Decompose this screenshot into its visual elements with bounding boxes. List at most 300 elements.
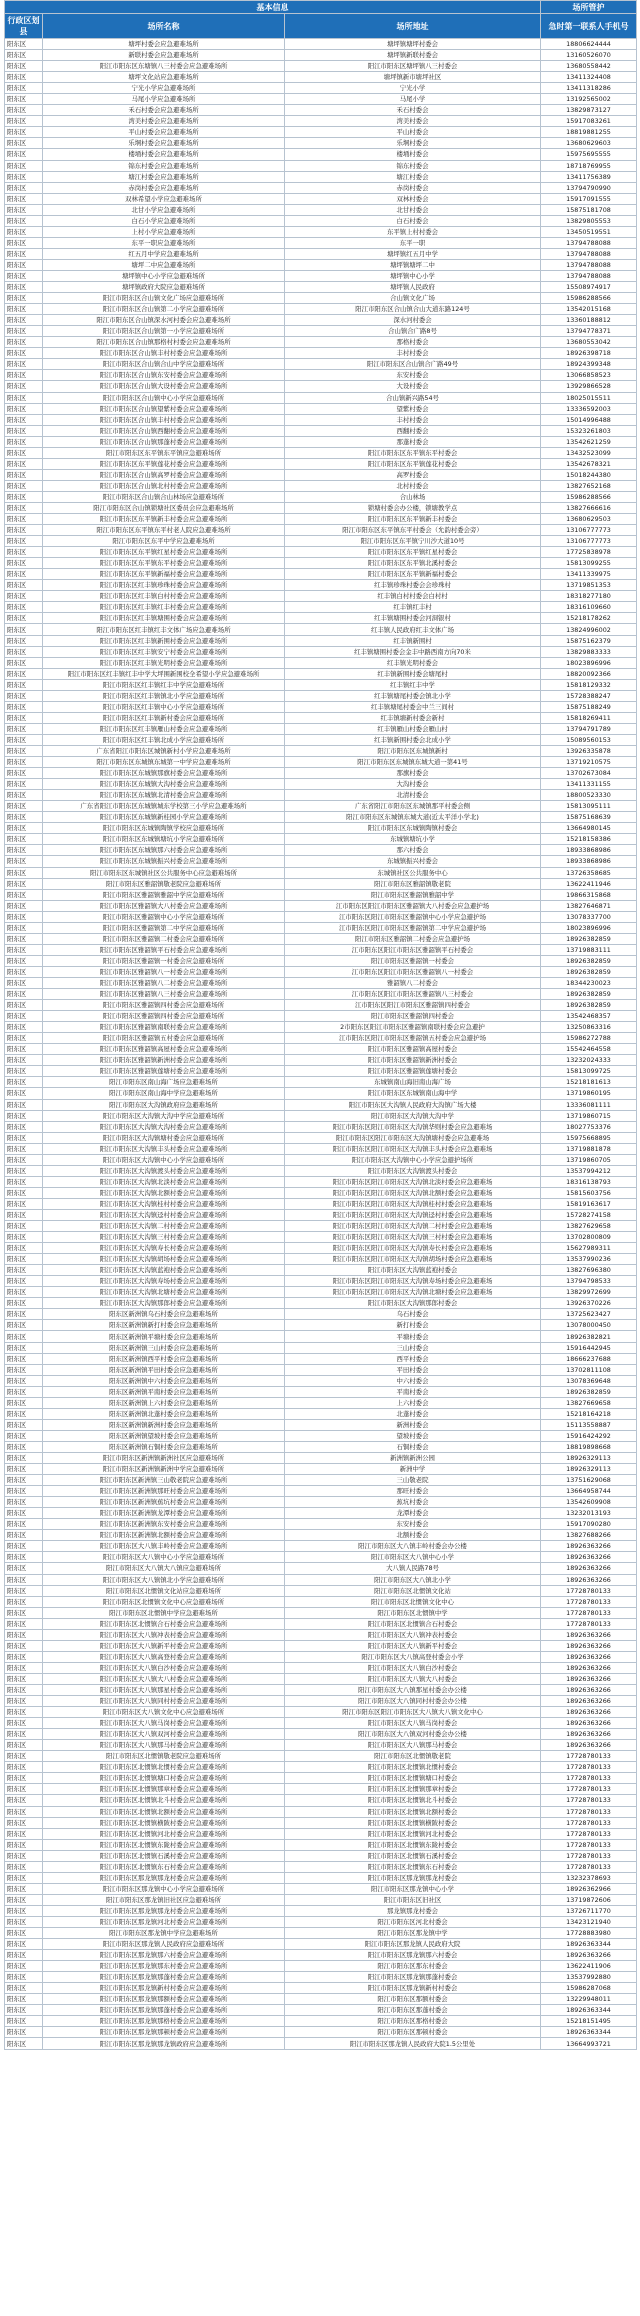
phone-cell[interactable]: 18926363266 bbox=[541, 1563, 637, 1574]
district-cell[interactable]: 阳东区 bbox=[5, 237, 43, 248]
name-cell[interactable]: 阳江市阳东区新洲镇那旺村委会应急避难场所 bbox=[43, 1486, 285, 1497]
district-cell[interactable]: 阳东区 bbox=[5, 315, 43, 326]
phone-cell[interactable]: 18806624444 bbox=[541, 39, 637, 50]
name-cell[interactable]: 阳江市阳东区合山镇那蓬村委会应急避难场所 bbox=[43, 436, 285, 447]
name-cell[interactable]: 阳江市阳东区红丰镇白村村委会应急避难场所 bbox=[43, 591, 285, 602]
district-cell[interactable]: 阳东区 bbox=[5, 447, 43, 458]
district-cell[interactable]: 阳东区 bbox=[5, 127, 43, 138]
district-cell[interactable]: 阳东区 bbox=[5, 1850, 43, 1861]
phone-cell[interactable]: 18926382859 bbox=[541, 955, 637, 966]
district-cell[interactable]: 阳东区 bbox=[5, 193, 43, 204]
phone-cell[interactable]: 18926382859 bbox=[541, 1000, 637, 1011]
district-cell[interactable]: 阳东区 bbox=[5, 116, 43, 127]
phone-cell[interactable]: 18926363266 bbox=[541, 1673, 637, 1684]
district-cell[interactable]: 阳东区 bbox=[5, 591, 43, 602]
phone-cell[interactable]: 15323261803 bbox=[541, 425, 637, 436]
district-cell[interactable]: 阳东区 bbox=[5, 646, 43, 657]
district-cell[interactable]: 阳东区 bbox=[5, 1077, 43, 1088]
name-cell[interactable]: 阳江市阳东区那龙镇旧社区应急避难场所 bbox=[43, 1894, 285, 1905]
phone-cell[interactable]: 13078337700 bbox=[541, 911, 637, 922]
name-cell[interactable]: 阳江市阳东区大沟镇渡头村委会应急避难场所 bbox=[43, 1165, 285, 1176]
address-cell[interactable]: 阳江市阳东区阳江市阳东区大沟镇寿场村委会应急避难场 bbox=[285, 1276, 541, 1287]
address-cell[interactable]: 阳江市阳东区雅韶镇高屋村委会 bbox=[285, 1044, 541, 1055]
name-cell[interactable]: 阳东区新洲镇平南村委会应急避难场所 bbox=[43, 1386, 285, 1397]
phone-cell[interactable]: 15542464558 bbox=[541, 1044, 637, 1055]
address-cell[interactable]: 阳江市阳东区那额村委会 bbox=[285, 1994, 541, 2005]
name-cell[interactable]: 阳江市阳东区雅韶镇南联村委会应急避难场所 bbox=[43, 1022, 285, 1033]
phone-cell[interactable]: 15875188249 bbox=[541, 701, 637, 712]
name-cell[interactable]: 东平一职应急避难场所 bbox=[43, 237, 285, 248]
phone-cell[interactable]: 17728780133 bbox=[541, 1607, 637, 1618]
district-cell[interactable]: 阳东区 bbox=[5, 525, 43, 536]
phone-cell[interactable]: 18933868986 bbox=[541, 856, 637, 867]
name-cell[interactable]: 阳江市阳东区红丰镇塘围村委会应急避难场所 bbox=[43, 613, 285, 624]
phone-cell[interactable]: 15089560153 bbox=[541, 734, 637, 745]
phone-cell[interactable]: 15218151495 bbox=[541, 2016, 637, 2027]
name-cell[interactable]: 阳江市阳东区合山镇西翻村委会应急避难场所 bbox=[43, 425, 285, 436]
address-cell[interactable]: 江市阳东区阳江市阳东区雅韶镇第二中学应急避护场 bbox=[285, 922, 541, 933]
phone-cell[interactable]: 13336081111 bbox=[541, 1099, 637, 1110]
name-cell[interactable]: 阳江市阳东区合山镇合山中学应急避难场所 bbox=[43, 359, 285, 370]
name-cell[interactable]: 阳江市阳东区那龙镇那龙镇政府应急避难场所 bbox=[43, 2038, 285, 2049]
district-cell[interactable]: 阳东区 bbox=[5, 1928, 43, 1939]
district-cell[interactable]: 阳东区 bbox=[5, 138, 43, 149]
name-cell[interactable]: 阳江市阳东区大沟镇丰头村委会应急避难场所 bbox=[43, 1143, 285, 1154]
phone-cell[interactable]: 15728274158 bbox=[541, 1209, 637, 1220]
address-cell[interactable]: 阳江市阳东区那龙镇人民政府大院 bbox=[285, 1939, 541, 1950]
name-cell[interactable]: 阳江市阳东区合山镇高罗村委会应急避难场所 bbox=[43, 469, 285, 480]
name-cell[interactable]: 塘坪镇中心小学应急避难场所 bbox=[43, 270, 285, 281]
address-cell[interactable]: 大沟村委会 bbox=[285, 779, 541, 790]
name-cell[interactable]: 阳江市阳东区大八镇大八镇应急避难场所 bbox=[43, 1563, 285, 1574]
phone-cell[interactable]: 13336592003 bbox=[541, 403, 637, 414]
phone-cell[interactable]: 13232378693 bbox=[541, 1872, 637, 1883]
name-cell[interactable]: 阳江市阳东区雅韶镇敬老院应急避难场所 bbox=[43, 878, 285, 889]
address-cell[interactable]: 那旺村委会 bbox=[285, 1486, 541, 1497]
address-cell[interactable]: 阳江市阳东区阳江市阳东区大沟镇二村村委会应急避难场 bbox=[285, 1221, 541, 1232]
name-cell[interactable]: 阳江市阳东区合山镇那格村村委会应急避难场所 bbox=[43, 337, 285, 348]
phone-cell[interactable]: 15218178262 bbox=[541, 613, 637, 624]
district-cell[interactable]: 阳东区 bbox=[5, 569, 43, 580]
district-cell[interactable]: 阳东区 bbox=[5, 1486, 43, 1497]
phone-cell[interactable]: 13829805553 bbox=[541, 215, 637, 226]
address-cell[interactable]: 阳江市阳东区北惯镇东陇村委会 bbox=[285, 1839, 541, 1850]
name-cell[interactable]: 阳江市阳东区大沟镇政府应急避难场所 bbox=[43, 1099, 285, 1110]
address-cell[interactable]: 阳江市阳东区那龙镇新村村委会 bbox=[285, 1983, 541, 1994]
name-cell[interactable]: 阳江市阳东区红丰镇安宁村委会应急避难场所 bbox=[43, 646, 285, 657]
address-cell[interactable]: 阳江市阳东区那顿村委会 bbox=[285, 2027, 541, 2038]
address-cell[interactable]: 阳江市阳东区大八镇丰岭村委会办公楼 bbox=[285, 1541, 541, 1552]
phone-cell[interactable]: 15018244380 bbox=[541, 469, 637, 480]
phone-cell[interactable]: 17728780133 bbox=[541, 1861, 637, 1872]
district-cell[interactable]: 阳东区 bbox=[5, 1707, 43, 1718]
district-cell[interactable]: 阳东区 bbox=[5, 1784, 43, 1795]
phone-cell[interactable]: 18666237688 bbox=[541, 1353, 637, 1364]
name-cell[interactable]: 塘江村委会应急避难场所 bbox=[43, 171, 285, 182]
phone-cell[interactable]: 13794778371 bbox=[541, 326, 637, 337]
district-cell[interactable]: 阳东区 bbox=[5, 1574, 43, 1585]
district-cell[interactable]: 阳东区 bbox=[5, 1894, 43, 1905]
district-cell[interactable]: 阳东区 bbox=[5, 701, 43, 712]
name-cell[interactable]: 阳江市阳东区北惯镇河北村委会应急避难场所 bbox=[43, 1828, 285, 1839]
phone-cell[interactable]: 18023896996 bbox=[541, 657, 637, 668]
name-cell[interactable]: 锦东村委会应急避难场所 bbox=[43, 160, 285, 171]
address-cell[interactable]: 西平村委会 bbox=[285, 1353, 541, 1364]
phone-cell[interactable]: 13542468357 bbox=[541, 1011, 637, 1022]
address-cell[interactable]: 阳江市阳东区大八镇双河村委会办公楼 bbox=[285, 1729, 541, 1740]
name-cell[interactable]: 阳江市阳东区那龙镇河北村委会应急避难场所 bbox=[43, 1916, 285, 1927]
phone-cell[interactable]: 13794790990 bbox=[541, 182, 637, 193]
name-cell[interactable]: 阳江市阳东区大沟镇蓝袍村委会应急避难场所 bbox=[43, 1265, 285, 1276]
district-cell[interactable]: 阳东区 bbox=[5, 1243, 43, 1254]
name-cell[interactable]: 阳江市阳东区那龙镇那顿村委会应急避难场所 bbox=[43, 2027, 285, 2038]
address-cell[interactable]: 北清村委会 bbox=[285, 790, 541, 801]
name-cell[interactable]: 阳江市阳东区大八镇白沙村委会应急避难场所 bbox=[43, 1662, 285, 1673]
name-cell[interactable]: 阳江市阳东区红丰镇镇北小学应急避难场所 bbox=[43, 690, 285, 701]
address-cell[interactable]: 阳江市阳东区雅韶镇四村委会 bbox=[285, 1011, 541, 1022]
address-cell[interactable]: 红丰镇塘围村委会河洞银村 bbox=[285, 613, 541, 624]
name-cell[interactable]: 阳江市阳东区大沟镇桂村村委会应急避难场所 bbox=[43, 1198, 285, 1209]
address-cell[interactable]: 阳江市阳东区东城镇陶镇村委会 bbox=[285, 823, 541, 834]
address-cell[interactable]: 新洲中学 bbox=[285, 1464, 541, 1475]
phone-cell[interactable]: 18819898668 bbox=[541, 1441, 637, 1452]
name-cell[interactable]: 阳江市阳东区大八镇镇北小学应急避难场所 bbox=[43, 1574, 285, 1585]
district-cell[interactable]: 阳东区 bbox=[5, 1994, 43, 2005]
phone-cell[interactable]: 13702673084 bbox=[541, 768, 637, 779]
address-cell[interactable]: 西翻村委会 bbox=[285, 425, 541, 436]
name-cell[interactable]: 阳江市阳东区红丰镇北成小学应急避难场所 bbox=[43, 734, 285, 745]
address-cell[interactable]: 丰村村委会 bbox=[285, 348, 541, 359]
phone-cell[interactable]: 18926363266 bbox=[541, 1950, 637, 1961]
district-cell[interactable]: 阳东区 bbox=[5, 1066, 43, 1077]
district-cell[interactable]: 阳东区 bbox=[5, 1309, 43, 1320]
name-cell[interactable]: 阳江市阳东区大沟镇寿长村委会应急避难场所 bbox=[43, 1243, 285, 1254]
address-cell[interactable]: 东城镇南山海旧南山海广场 bbox=[285, 1077, 541, 1088]
district-cell[interactable]: 阳东区 bbox=[5, 304, 43, 315]
address-cell[interactable]: 红丰镇新围村 bbox=[285, 635, 541, 646]
address-cell[interactable]: 阳江市阳东区那龙镇中心小学 bbox=[285, 1883, 541, 1894]
phone-cell[interactable]: 18926363266 bbox=[541, 1729, 637, 1740]
district-cell[interactable]: 阳东区 bbox=[5, 1905, 43, 1916]
district-cell[interactable]: 阳东区 bbox=[5, 1000, 43, 1011]
name-cell[interactable]: 阳江市阳东区新洲镇东安村委会应急避难场所 bbox=[43, 1519, 285, 1530]
phone-cell[interactable]: 13827629658 bbox=[541, 1221, 637, 1232]
name-cell[interactable]: 阳江市阳东区那龙镇中心小学应急避难场所 bbox=[43, 1883, 285, 1894]
district-cell[interactable]: 阳东区 bbox=[5, 1419, 43, 1430]
address-cell[interactable]: 阳江市阳东区北惯镇横陂村委会 bbox=[285, 1817, 541, 1828]
district-cell[interactable]: 阳东区 bbox=[5, 248, 43, 259]
address-cell[interactable]: 平山村委会 bbox=[285, 127, 541, 138]
district-cell[interactable]: 阳东区 bbox=[5, 1696, 43, 1707]
address-cell[interactable]: 江市阳东区阳江市阳东区雅韶镇五村委会应急避护场 bbox=[285, 1033, 541, 1044]
district-cell[interactable]: 阳东区 bbox=[5, 2027, 43, 2038]
district-cell[interactable]: 阳东区 bbox=[5, 1640, 43, 1651]
district-cell[interactable]: 阳东区 bbox=[5, 1287, 43, 1298]
name-cell[interactable]: 阳江市阳东区新洲镇蕉坑村委会应急避难场所 bbox=[43, 1497, 285, 1508]
name-cell[interactable]: 阳江市阳东区大沟镇二村村委会应急避难场所 bbox=[43, 1221, 285, 1232]
phone-cell[interactable]: 17728780133 bbox=[541, 1773, 637, 1784]
district-cell[interactable]: 阳东区 bbox=[5, 801, 43, 812]
address-cell[interactable]: 阳江市阳东区北惯镇合石村委会 bbox=[285, 1618, 541, 1629]
district-cell[interactable]: 阳东区 bbox=[5, 1508, 43, 1519]
phone-cell[interactable]: 18800523330 bbox=[541, 790, 637, 801]
phone-cell[interactable]: 13680558442 bbox=[541, 61, 637, 72]
name-cell[interactable]: 阳江市阳东区东平镇东平镇应急避难场所 bbox=[43, 447, 285, 458]
phone-cell[interactable]: 15986287068 bbox=[541, 1983, 637, 1994]
phone-cell[interactable]: 15815603756 bbox=[541, 1187, 637, 1198]
phone-cell[interactable]: 18718769955 bbox=[541, 160, 637, 171]
phone-cell[interactable]: 13794791789 bbox=[541, 723, 637, 734]
district-cell[interactable]: 阳东区 bbox=[5, 1408, 43, 1419]
address-cell[interactable]: 江市阳东区阳江市阳东区雅韶镇八一村委会 bbox=[285, 966, 541, 977]
district-cell[interactable]: 阳东区 bbox=[5, 757, 43, 768]
phone-cell[interactable]: 13192565002 bbox=[541, 94, 637, 105]
district-cell[interactable]: 阳东区 bbox=[5, 1022, 43, 1033]
district-cell[interactable]: 阳东区 bbox=[5, 1795, 43, 1806]
district-cell[interactable]: 阳东区 bbox=[5, 1165, 43, 1176]
name-cell[interactable]: 阳江市阳东区合山镇第二小学应急避难场所 bbox=[43, 304, 285, 315]
name-cell[interactable]: 阳江市阳东区红丰镇新围村委会应急避难场所 bbox=[43, 635, 285, 646]
district-cell[interactable]: 阳东区 bbox=[5, 226, 43, 237]
name-cell[interactable]: 白石小学应急避难场所 bbox=[43, 215, 285, 226]
district-cell[interactable]: 阳东区 bbox=[5, 856, 43, 867]
phone-cell[interactable]: 13794788088 bbox=[541, 270, 637, 281]
address-cell[interactable]: 合山林场 bbox=[285, 491, 541, 502]
district-cell[interactable]: 阳东区 bbox=[5, 414, 43, 425]
district-cell[interactable]: 阳东区 bbox=[5, 469, 43, 480]
name-cell[interactable]: 阳江市阳东区红丰镇新村委会应急避难场所 bbox=[43, 712, 285, 723]
address-cell[interactable]: 深水河村委会 bbox=[285, 315, 541, 326]
district-cell[interactable]: 阳东区 bbox=[5, 259, 43, 270]
phone-cell[interactable]: 18926382821 bbox=[541, 1331, 637, 1342]
address-cell[interactable]: 阳江市阳东区那龙镇那龙村委会 bbox=[285, 1872, 541, 1883]
phone-cell[interactable]: 15113558887 bbox=[541, 1419, 637, 1430]
address-cell[interactable]: 阳江市阳东区阳江市阳东区大沟镇迳村村委会应急避难场 bbox=[285, 1209, 541, 1220]
district-cell[interactable]: 阳东区 bbox=[5, 746, 43, 757]
name-cell[interactable]: 阳江市阳东区合山镇深水河村委会应急避难场所 bbox=[43, 315, 285, 326]
address-cell[interactable]: 阳江市阳东区合山镇合山大道东路124号 bbox=[285, 304, 541, 315]
phone-cell[interactable]: 13719881878 bbox=[541, 1143, 637, 1154]
name-cell[interactable]: 阳东区新洲镇石铜村委会应急避难场所 bbox=[43, 1441, 285, 1452]
phone-cell[interactable]: 13411339975 bbox=[541, 569, 637, 580]
district-cell[interactable]: 阳东区 bbox=[5, 1806, 43, 1817]
phone-cell[interactable]: 17728780133 bbox=[541, 1751, 637, 1762]
phone-cell[interactable]: 15875168639 bbox=[541, 812, 637, 823]
address-cell[interactable]: 阳江市阳东区北惯镇北惯村委会 bbox=[285, 1762, 541, 1773]
district-cell[interactable]: 阳东区 bbox=[5, 1740, 43, 1751]
district-cell[interactable]: 阳东区 bbox=[5, 1961, 43, 1972]
district-cell[interactable]: 阳东区 bbox=[5, 1673, 43, 1684]
address-cell[interactable]: 阳江市阳东区大八镇大八村委会 bbox=[285, 1673, 541, 1684]
district-cell[interactable]: 阳东区 bbox=[5, 823, 43, 834]
phone-cell[interactable]: 13829972699 bbox=[541, 1287, 637, 1298]
address-cell[interactable]: 湾美村委会 bbox=[285, 116, 541, 127]
district-cell[interactable]: 阳东区 bbox=[5, 204, 43, 215]
address-cell[interactable]: 雅韶镇八二村委会 bbox=[285, 977, 541, 988]
phone-cell[interactable]: 13827652168 bbox=[541, 480, 637, 491]
district-cell[interactable]: 阳东区 bbox=[5, 1651, 43, 1662]
address-cell[interactable]: 望坡村委会 bbox=[285, 1430, 541, 1441]
name-cell[interactable]: 阳江市阳东区东城镇北清村委会应急避难场所 bbox=[43, 790, 285, 801]
phone-cell[interactable]: 17728780133 bbox=[541, 1795, 637, 1806]
district-cell[interactable]: 阳东区 bbox=[5, 2016, 43, 2027]
name-cell[interactable]: 阳江市阳东区合山镇锁塘社区委员会应急避难场所 bbox=[43, 502, 285, 513]
address-cell[interactable]: 广东省阳江市阳东区东城镇那平村委会侧 bbox=[285, 801, 541, 812]
address-cell[interactable]: 北村村委会 bbox=[285, 480, 541, 491]
address-cell[interactable]: 阳江市阳东区阳江市阳东区大沟镇北塘村委会应急避难场 bbox=[285, 1287, 541, 1298]
name-cell[interactable]: 阳江市阳东区大八镇中心小学应急避难场所 bbox=[43, 1552, 285, 1563]
phone-cell[interactable]: 13929866528 bbox=[541, 381, 637, 392]
address-cell[interactable]: 双林村委会 bbox=[285, 193, 541, 204]
name-cell[interactable]: 阳江市阳东区大八镇高登村委会应急避难场所 bbox=[43, 1651, 285, 1662]
district-cell[interactable]: 阳东区 bbox=[5, 613, 43, 624]
district-cell[interactable]: 阳东区 bbox=[5, 1386, 43, 1397]
name-cell[interactable]: 阳江市阳东区北惯镇中学应急避难场所 bbox=[43, 1607, 285, 1618]
address-cell[interactable]: 阳江市阳东区雅韶镇莲塘村委会 bbox=[285, 1066, 541, 1077]
district-cell[interactable]: 阳东区 bbox=[5, 1099, 43, 1110]
district-cell[interactable]: 阳东区 bbox=[5, 1011, 43, 1022]
phone-cell[interactable]: 15218181613 bbox=[541, 1077, 637, 1088]
district-cell[interactable]: 阳东区 bbox=[5, 436, 43, 447]
district-cell[interactable]: 阳东区 bbox=[5, 1839, 43, 1850]
district-cell[interactable]: 阳东区 bbox=[5, 83, 43, 94]
col-header-district[interactable]: 行政区划县 bbox=[5, 14, 43, 39]
address-cell[interactable]: 北额村委会 bbox=[285, 1530, 541, 1541]
district-cell[interactable]: 阳东区 bbox=[5, 933, 43, 944]
phone-cell[interactable]: 13680629603 bbox=[541, 138, 637, 149]
name-cell[interactable]: 楼埇村委会应急避难场所 bbox=[43, 149, 285, 160]
district-cell[interactable]: 阳东区 bbox=[5, 558, 43, 569]
name-cell[interactable]: 阳东区新洲镇中六村委会应急避难场所 bbox=[43, 1375, 285, 1386]
district-cell[interactable]: 阳东区 bbox=[5, 1596, 43, 1607]
phone-cell[interactable]: 13537992880 bbox=[541, 1972, 637, 1983]
name-cell[interactable]: 阳江市阳东区新洲镇龙潭村委会应急避难场所 bbox=[43, 1508, 285, 1519]
address-cell[interactable]: 大八镇人民路78号 bbox=[285, 1563, 541, 1574]
district-cell[interactable]: 阳东区 bbox=[5, 1662, 43, 1673]
district-cell[interactable]: 阳东区 bbox=[5, 878, 43, 889]
name-cell[interactable]: 阳江市阳东区那龙镇那额村委会应急避难场所 bbox=[43, 1994, 285, 2005]
name-cell[interactable]: 阳江市阳东区雅韶镇中心小学应急避难场所 bbox=[43, 911, 285, 922]
district-cell[interactable]: 阳东区 bbox=[5, 491, 43, 502]
district-cell[interactable]: 阳东区 bbox=[5, 514, 43, 525]
district-cell[interactable]: 阳东区 bbox=[5, 723, 43, 734]
district-cell[interactable]: 阳东区 bbox=[5, 1276, 43, 1287]
district-cell[interactable]: 阳东区 bbox=[5, 768, 43, 779]
name-cell[interactable]: 阳江市阳东区新洲镇北额村委会应急避难场所 bbox=[43, 1530, 285, 1541]
phone-cell[interactable]: 18316109660 bbox=[541, 602, 637, 613]
district-cell[interactable]: 阳东区 bbox=[5, 1563, 43, 1574]
address-cell[interactable]: 锁塘村委会办公楼，锁塘教学点 bbox=[285, 502, 541, 513]
phone-cell[interactable]: 18926362966 bbox=[541, 1883, 637, 1894]
name-cell[interactable]: 阳江市阳东区东城镇东城第一中学应急避难场所 bbox=[43, 757, 285, 768]
address-cell[interactable]: 合山镇合广路8号 bbox=[285, 326, 541, 337]
address-cell[interactable]: 阳江市阳东区雅韶镇一村委会 bbox=[285, 955, 541, 966]
name-cell[interactable]: 阳江市阳东区东平镇莲花村委会应急避难场所 bbox=[43, 458, 285, 469]
phone-cell[interactable]: 13827666616 bbox=[541, 502, 637, 513]
name-cell[interactable]: 湾美村委会应急避难场所 bbox=[43, 116, 285, 127]
phone-cell[interactable]: 18926363344 bbox=[541, 2005, 637, 2016]
address-cell[interactable]: 中六村委会 bbox=[285, 1375, 541, 1386]
district-cell[interactable]: 阳东区 bbox=[5, 812, 43, 823]
district-cell[interactable]: 阳东区 bbox=[5, 1453, 43, 1464]
district-cell[interactable]: 阳东区 bbox=[5, 1154, 43, 1165]
district-cell[interactable]: 阳东区 bbox=[5, 1176, 43, 1187]
address-cell[interactable]: 阳江市阳东区大沟镇中心小学应急避护场所 bbox=[285, 1154, 541, 1165]
phone-cell[interactable]: 13664980145 bbox=[541, 823, 637, 834]
name-cell[interactable]: 阳江市阳东区合山镇望紫村委会应急避难场所 bbox=[43, 403, 285, 414]
phone-cell[interactable]: 13680553042 bbox=[541, 337, 637, 348]
name-cell[interactable]: 禾石村委会应急避难场所 bbox=[43, 105, 285, 116]
district-cell[interactable]: 阳东区 bbox=[5, 1265, 43, 1276]
phone-cell[interactable]: 15218164218 bbox=[541, 1408, 637, 1419]
address-cell[interactable]: 阳江市阳东区东平镇新福村委会 bbox=[285, 569, 541, 580]
address-cell[interactable]: 阳江市阳东区阳江市阳东区大沟镇华则村委会应急避难场 bbox=[285, 1121, 541, 1132]
phone-cell[interactable]: 18926363266 bbox=[541, 1640, 637, 1651]
district-cell[interactable]: 阳东区 bbox=[5, 977, 43, 988]
phone-cell[interactable]: 18926382859 bbox=[541, 989, 637, 1000]
phone-cell[interactable]: 15875162379 bbox=[541, 635, 637, 646]
address-cell[interactable]: 阳江市阳东区东平镇东平村委会 bbox=[285, 447, 541, 458]
district-cell[interactable]: 阳东区 bbox=[5, 602, 43, 613]
district-cell[interactable]: 阳东区 bbox=[5, 39, 43, 50]
name-cell[interactable]: 北甘小学应急避难场所 bbox=[43, 204, 285, 215]
phone-cell[interactable]: 13827688266 bbox=[541, 1530, 637, 1541]
phone-cell[interactable]: 15917090280 bbox=[541, 1519, 637, 1530]
phone-cell[interactable]: 13411318286 bbox=[541, 83, 637, 94]
phone-cell[interactable]: 15014996488 bbox=[541, 414, 637, 425]
phone-cell[interactable]: 13702800809 bbox=[541, 1232, 637, 1243]
address-cell[interactable]: 阳江市阳东区大八镇中心小学 bbox=[285, 1552, 541, 1563]
phone-cell[interactable]: 17728883980 bbox=[541, 1928, 637, 1939]
district-cell[interactable]: 阳东区 bbox=[5, 547, 43, 558]
name-cell[interactable]: 阳江市阳东区红丰镇珍珠村委会应急避难场所 bbox=[43, 580, 285, 591]
phone-cell[interactable]: 18926329113 bbox=[541, 1464, 637, 1475]
district-cell[interactable]: 阳东区 bbox=[5, 182, 43, 193]
phone-cell[interactable]: 13537994212 bbox=[541, 1165, 637, 1176]
district-cell[interactable]: 阳东区 bbox=[5, 1353, 43, 1364]
phone-cell[interactable]: 13719872606 bbox=[541, 1894, 637, 1905]
district-cell[interactable]: 阳东区 bbox=[5, 160, 43, 171]
address-cell[interactable]: 江市阳东区阳江市阳东区雅韶镇中心小学应急避护场 bbox=[285, 911, 541, 922]
address-cell[interactable]: 平田村委会 bbox=[285, 1364, 541, 1375]
phone-cell[interactable]: 18926363266 bbox=[541, 1574, 637, 1585]
address-cell[interactable]: 白石村委会 bbox=[285, 215, 541, 226]
address-cell[interactable]: 阳江市阳东区大八镇那星村委会办公楼 bbox=[285, 1684, 541, 1695]
name-cell[interactable]: 阳江市阳东区新洲镇三山敬老院应急避难场所 bbox=[43, 1475, 285, 1486]
phone-cell[interactable]: 18926363266 bbox=[541, 1651, 637, 1662]
address-cell[interactable]: 阳江市阳东区东城镇新村 bbox=[285, 746, 541, 757]
district-cell[interactable]: 阳东区 bbox=[5, 536, 43, 547]
name-cell[interactable]: 阳江市阳东区北惯镇文化中心应急避难场所 bbox=[43, 1596, 285, 1607]
name-cell[interactable]: 阳江市阳东区大沟镇迳村村委会应急避难场所 bbox=[43, 1209, 285, 1220]
district-cell[interactable]: 阳东区 bbox=[5, 1044, 43, 1055]
phone-cell[interactable]: 13926335878 bbox=[541, 746, 637, 757]
address-cell[interactable]: 阳江市阳东区雅韶镇雅韶中学 bbox=[285, 889, 541, 900]
phone-cell[interactable]: 13751629068 bbox=[541, 1475, 637, 1486]
phone-cell[interactable]: 18926363266 bbox=[541, 1662, 637, 1673]
district-cell[interactable]: 阳东区 bbox=[5, 1209, 43, 1220]
phone-cell[interactable]: 15627989311 bbox=[541, 1243, 637, 1254]
phone-cell[interactable]: 13829873127 bbox=[541, 105, 637, 116]
address-cell[interactable]: 红丰镇塘新村委会新村 bbox=[285, 712, 541, 723]
address-cell[interactable]: 塘坪镇塘坪二中 bbox=[285, 259, 541, 270]
district-cell[interactable]: 阳东区 bbox=[5, 1718, 43, 1729]
phone-cell[interactable]: 15917091555 bbox=[541, 193, 637, 204]
district-cell[interactable]: 阳东区 bbox=[5, 679, 43, 690]
phone-cell[interactable]: 17728780133 bbox=[541, 1828, 637, 1839]
name-cell[interactable]: 阳江市阳东区东城镇陶镇学校应急避难场所 bbox=[43, 823, 285, 834]
phone-cell[interactable]: 18926363266 bbox=[541, 1740, 637, 1751]
